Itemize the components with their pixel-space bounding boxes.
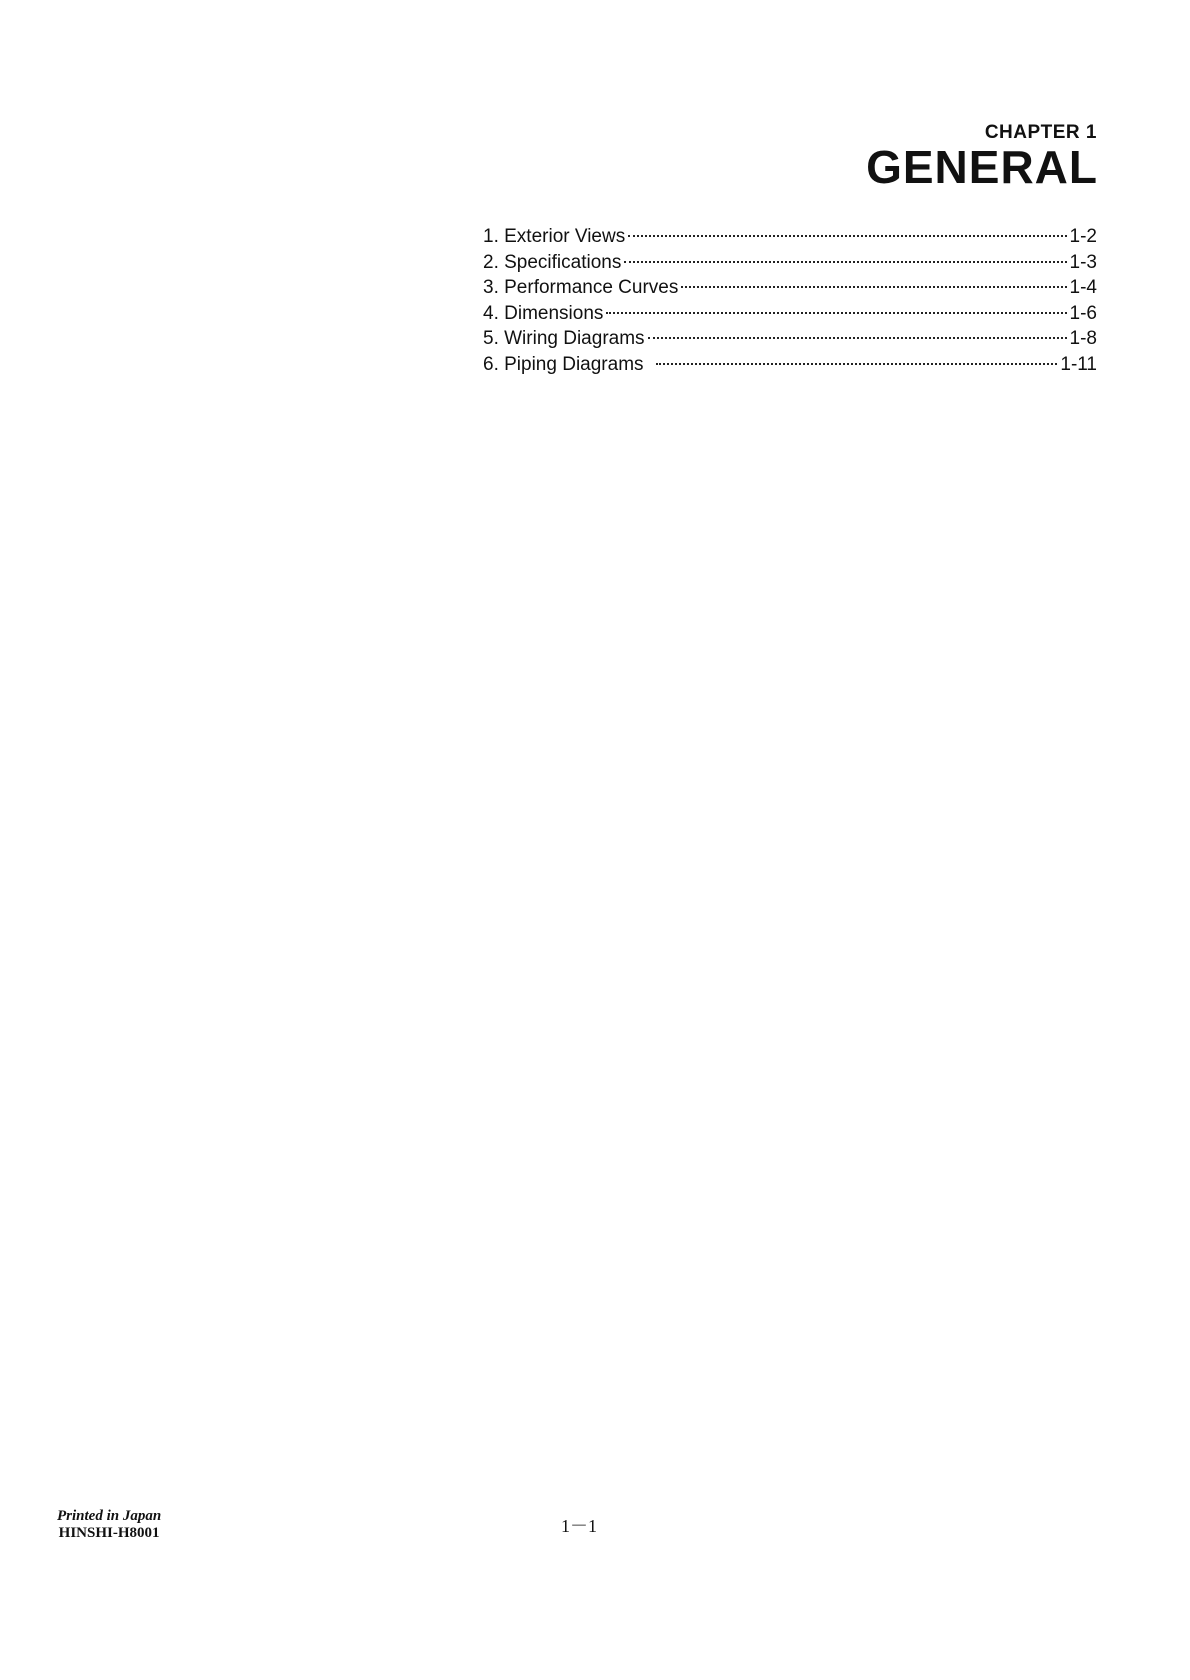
toc-entry-title: 5. Wiring Diagrams [483,328,645,350]
toc-entry-title: 3. Performance Curves [483,277,679,299]
toc-entry [483,277,1097,303]
toc-entry-title: 6. Piping Diagrams [483,353,644,375]
table-of-contents [483,226,1097,380]
toc-entry-page: 1-3 [1069,251,1097,273]
toc-leader-dots [681,286,1066,288]
toc-entry [483,226,1097,252]
toc-entry-title: 2. Specifications [483,251,622,273]
toc-entry-title: 4. Dimensions [483,302,604,324]
footer-imprint [57,1508,161,1542]
chapter-label: CHAPTER 1 [984,122,1097,143]
toc-entry [483,252,1097,278]
toc-entry [483,354,1097,380]
toc-entry [483,303,1097,329]
toc-entry-title: 1. Exterior Views [483,226,626,247]
toc-leader-dots [648,337,1067,339]
document-id: HINSHI-H8001 [58,1525,160,1541]
toc-leader-dots [606,312,1066,314]
toc-leader-dots [656,363,1058,365]
toc-entry-page: 1-4 [1069,277,1097,299]
toc-leader-dots [628,235,1066,237]
toc-leader-dots [624,261,1066,263]
toc-entry-page: 1-6 [1069,302,1097,324]
chapter-title: GENERAL [866,141,1098,193]
toc-entry-page: 1-11 [1060,353,1097,375]
toc-entry-page: 1-2 [1069,226,1097,247]
toc-entry-page: 1-8 [1069,328,1097,350]
printed-in-note: Printed in Japan [57,1508,162,1524]
toc-entry [483,328,1097,354]
page-number: 1－1 [561,1516,597,1536]
